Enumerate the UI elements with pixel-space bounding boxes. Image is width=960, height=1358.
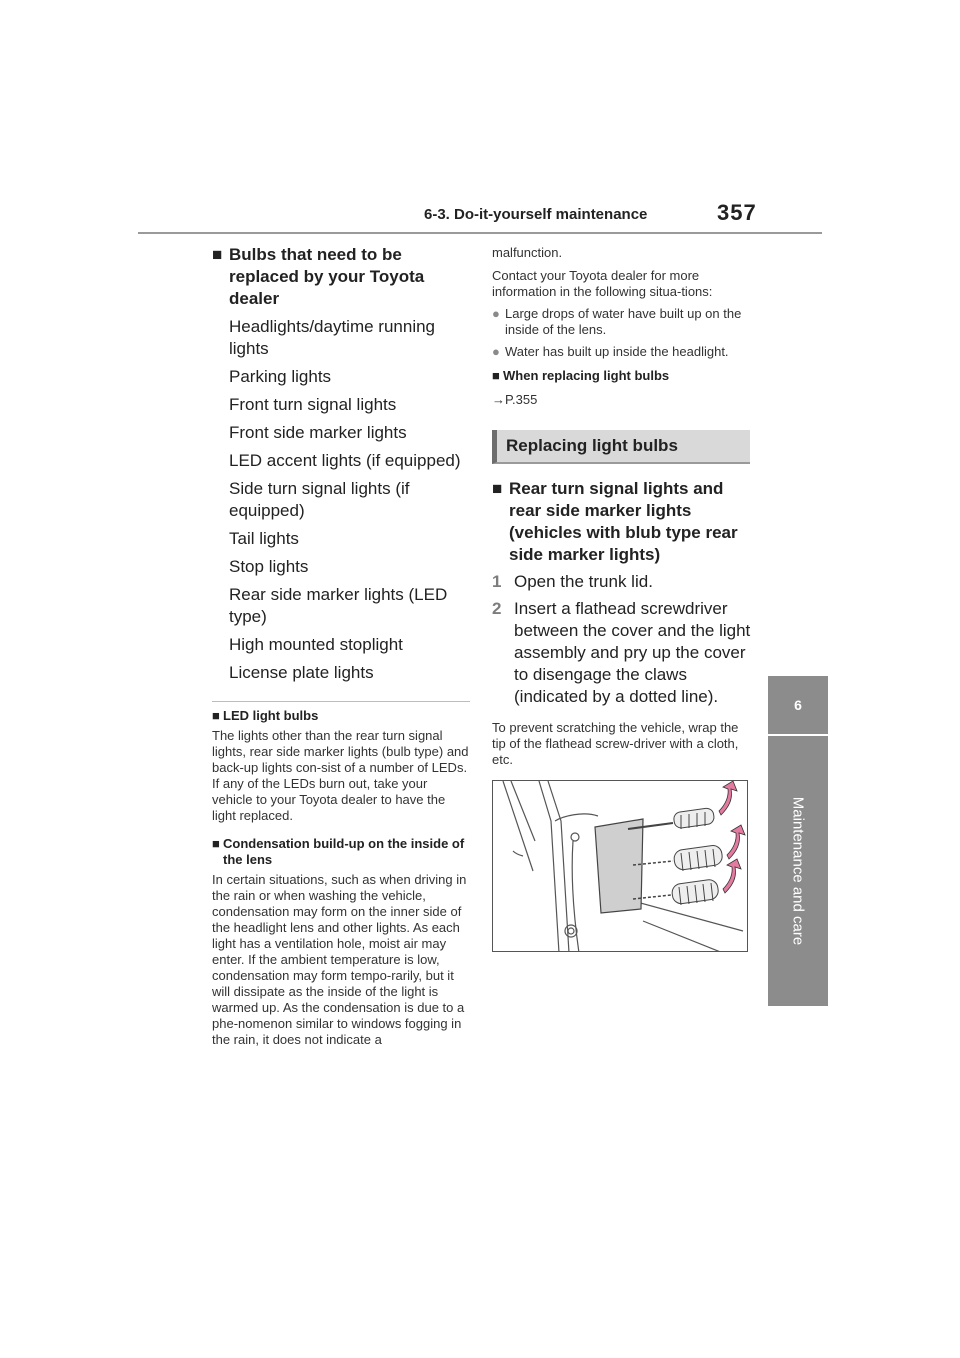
heading-marker: ■ [212, 245, 223, 264]
replacing-heading [492, 368, 754, 384]
bulb-list-text: Stop lights [229, 557, 309, 576]
led-heading-text: LED light bulbs [223, 708, 319, 723]
screwdriver-illustration-svg [493, 781, 748, 952]
bulb-list-text: Headlights/daytime running lights [229, 317, 436, 358]
bulb-list-item [212, 450, 470, 472]
step-text: Open the trunk lid. [514, 572, 653, 591]
right-column [492, 240, 754, 952]
rear-lights-heading-text: Rear turn signal lights and rear side marker lights (vehicles with blub type rear side marker lights) [509, 479, 738, 564]
bulb-list-item [212, 478, 470, 522]
rear-lights-heading [492, 478, 754, 566]
header-rule [138, 232, 822, 234]
bulb-list-text: Front side marker lights [229, 423, 407, 442]
section-title: 6-3. Do-it-yourself maintenance [424, 206, 648, 223]
situation-text: Water has built up inside the headlight. [505, 344, 729, 359]
step-item [492, 571, 754, 593]
bulb-list-text: LED accent lights (if equipped) [229, 451, 461, 470]
condensation-paragraph: In certain situations, such as when driving in the rain or when washing the vehicle, condensation may form on the inner side of the headlight lens and other lights. As each light has a ventilation hole, moist air may enter. If the ambient temperature is low, condensation may form tempo-rarily, but it will dissipate as the inside of the light is warmed up. As the condensation is due to a phe-nomenon similar to windows fogging in the rain, it does not indicate a [212, 872, 467, 1047]
situation-item [492, 344, 754, 360]
condensation-heading-text: Condensation build-up on the inside of the lens [223, 836, 465, 867]
left-column [212, 240, 470, 1048]
bulb-list-item [212, 634, 470, 656]
page-number: 357 [717, 200, 757, 225]
bulb-list-text: High mounted stoplight [229, 635, 403, 654]
bulb-list-item [212, 528, 470, 550]
bulb-list-text: Tail lights [229, 529, 299, 548]
bulb-list-text: Rear side marker lights (LED type) [229, 585, 448, 626]
wrapped-screwdriver-icon [633, 879, 719, 905]
bulb-list-item [212, 584, 470, 628]
heading-marker: ■ [212, 836, 220, 851]
step-item [492, 598, 754, 708]
bulb-list-item [212, 366, 470, 388]
bulb-list-item [212, 662, 470, 684]
bulb-list-text: Parking lights [229, 367, 332, 386]
contact-text: Contact your Toyota dealer for more information in the following situa-tions: [492, 268, 713, 299]
section-box-title: Replacing light bulbs [492, 430, 750, 464]
condensation-heading [212, 836, 470, 868]
bulb-list-item [212, 422, 470, 444]
chapter-tab: 6 [768, 676, 828, 734]
bulb-list [212, 316, 470, 684]
bulb-list-item [212, 316, 470, 360]
bulbs-heading-text: Bulbs that need to be replaced by your Toyota dealer [229, 245, 425, 308]
continued-text: malfunction. [492, 245, 563, 260]
bulbs-heading [212, 244, 470, 310]
circle-bullet-icon: ● [492, 344, 500, 359]
bulb-list-text: Side turn signal lights (if equipped) [229, 479, 410, 520]
led-paragraph: The lights other than the rear turn signal lights, rear side marker lights (bulb type) and back-up lights con-sist of a number of LEDs. If any of the LEDs burn out, take your vehicle to your Toyota dealer to have the light replaced. [212, 728, 469, 823]
heading-marker: ■ [492, 368, 500, 383]
situation-item [492, 306, 754, 338]
wrapped-screwdriver-icon [633, 844, 723, 871]
motion-arrow-icon [719, 781, 745, 893]
bulb-list-item [212, 556, 470, 578]
bulb-list-item [212, 394, 470, 416]
step-number: 1 [492, 572, 502, 591]
screwdriver-illustration [492, 780, 748, 952]
led-heading [212, 708, 470, 724]
divider [212, 701, 470, 702]
page-reference-link[interactable]: →P.355 [492, 392, 538, 407]
step-number: 2 [492, 599, 502, 618]
circle-bullet-icon: ● [492, 306, 500, 321]
step-text: Insert a flathead screwdriver between the cover and the light assembly and pry up the cover to disengage the claws (indicated by a dotted line). [514, 599, 751, 706]
note-text: To prevent scratching the vehicle, wrap the tip of the flathead screw-driver with a cloth, etc. [492, 720, 739, 767]
heading-marker: ■ [212, 708, 220, 723]
bulb-list-text: Front turn signal lights [229, 395, 397, 414]
replacing-heading-text: When replacing light bulbs [503, 368, 670, 383]
situation-text: Large drops of water have built up on the inside of the lens. [505, 306, 742, 337]
heading-marker: ■ [492, 479, 503, 498]
bulb-list-text: License plate lights [229, 663, 374, 682]
chapter-label: Maintenance and care [789, 796, 807, 946]
